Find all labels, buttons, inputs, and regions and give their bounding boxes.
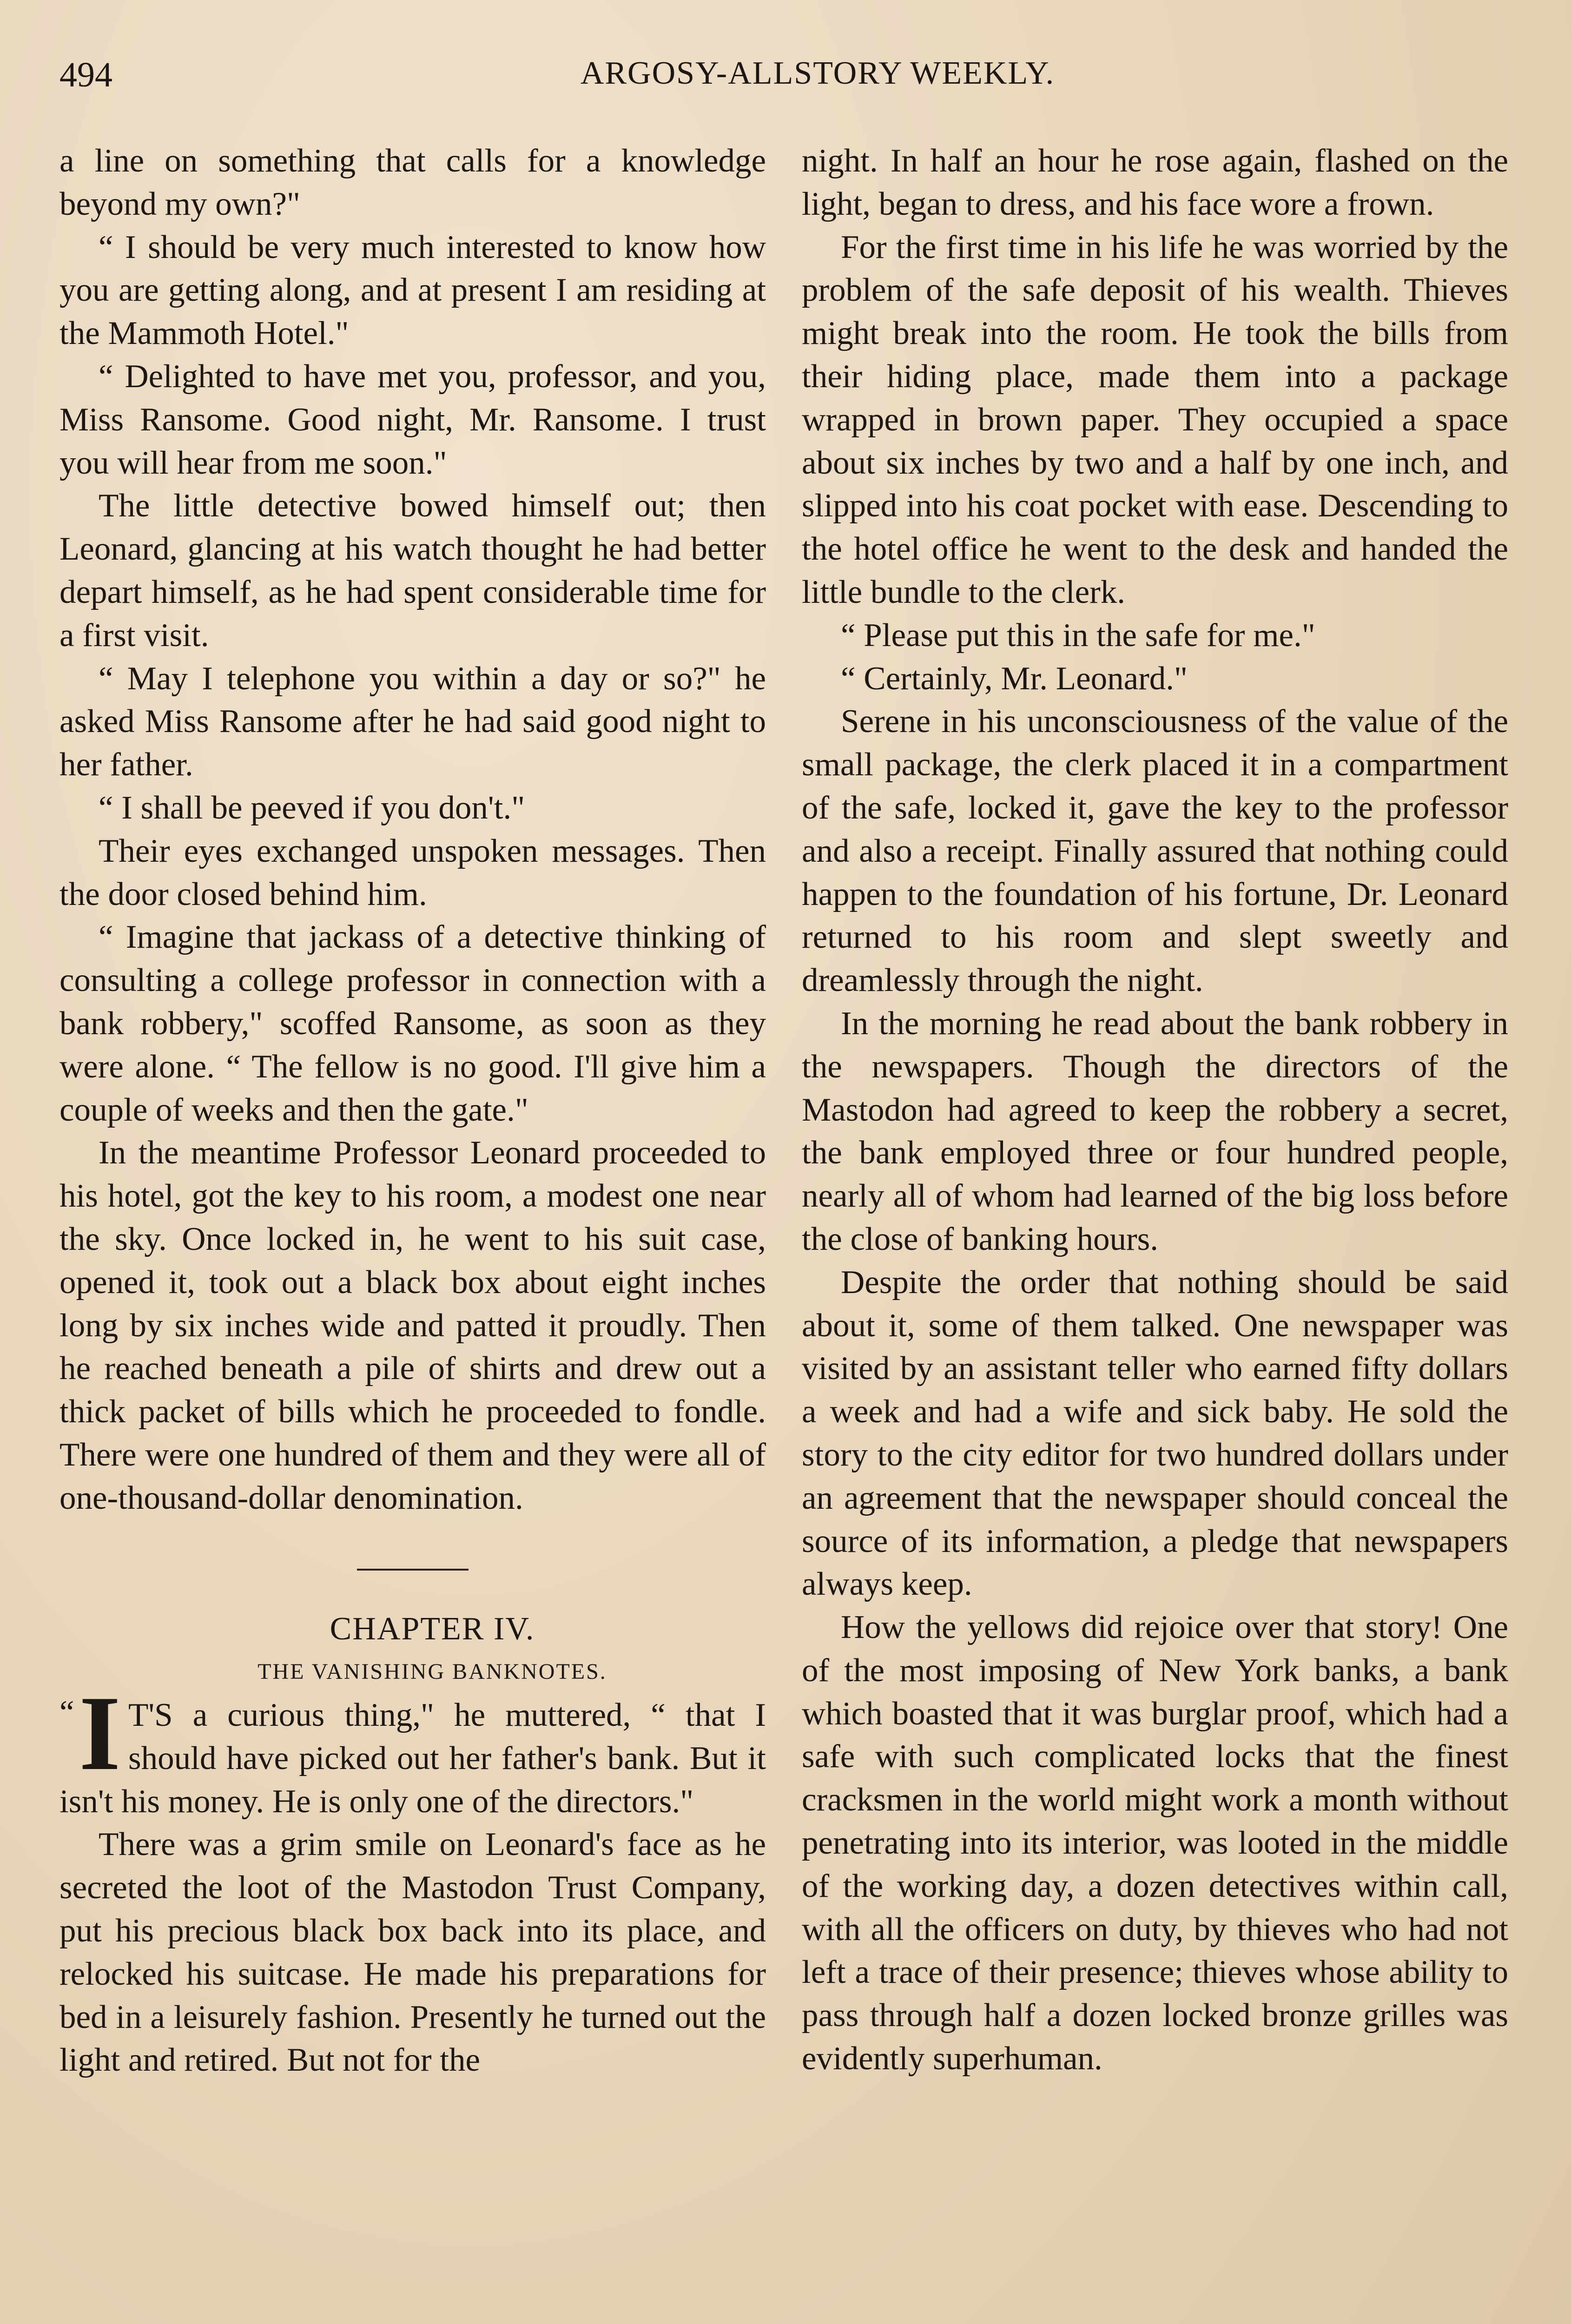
page-number: 494 bbox=[59, 55, 112, 94]
left-column bbox=[59, 139, 766, 2082]
paragraph: For the first time in his life he was worried by the problem of the safe deposit of his wealth. Thieves might break into the room. He took the bills from their hiding place, made them into a package wrapped in brown paper. They occupied a space about six inches by two and a half by one inch, and slipped into his coat pocket with ease. Descending to the hotel office he went to the desk and handed the little bundle to the clerk. bbox=[802, 229, 1508, 610]
paragraph: a line on something that calls for a knowledge beyond my own?" bbox=[59, 143, 766, 222]
paragraph: “ May I telephone you within a day or so?" he asked Miss Ransome after he had said good night to her father. bbox=[59, 660, 766, 783]
dropcap-quote: “ bbox=[59, 1694, 74, 1731]
chapter-title: THE VANISHING BANKNOTES. bbox=[257, 1659, 607, 1684]
paragraph: “ Please put this in the safe for me." bbox=[841, 617, 1315, 654]
paragraph: In the meantime Professor Leonard proceeded to his hotel, got the key to his room, a modest one near the sky. Once locked in, he went to his suit case, opened it, took out a black box about eight inches long by six inches wide and patted it proudly. Then he reached beneath a pile of shirts and drew out a thick packet of bills which he proceeded to fondle. There were one hundred of them and they were all of one-thousand-dollar denomination. bbox=[59, 1135, 766, 1516]
paragraph: The little detective bowed himself out; then Leonard, glancing at his watch thought he had better depart himself, as he had spent considerable time for a first visit. bbox=[59, 488, 766, 654]
dropcap-block bbox=[59, 1674, 121, 1793]
paragraph: “ I shall be peeved if you don't." bbox=[99, 789, 525, 826]
dropcap-text: T'S a curious thing," he muttered, “ that I should have picked out her father's bank. But it isn't his money. He is only one of the directors." bbox=[59, 1697, 766, 1820]
paragraph: “ Delighted to have met you, professor, and you, Miss Ransome. Good night, Mr. Ransome. I trust you will hear from me soon." bbox=[59, 358, 766, 481]
page-header bbox=[59, 55, 1515, 106]
paragraph: “ I should be very much interested to know how you are getting along, and at present I am residing at the Mammoth Hotel." bbox=[59, 229, 766, 352]
paragraph: Their eyes exchanged unspoken messages. Then the door closed behind him. bbox=[59, 832, 766, 912]
dropcap-letter: I bbox=[79, 1674, 121, 1793]
right-column bbox=[802, 139, 1508, 2080]
chapter-heading: CHAPTER IV. bbox=[330, 1611, 535, 1647]
paragraph: There was a grim smile on Leonard's face as he secreted the loot of the Mastodon Trust Company, put his precious black box back into its place, and relocked his suitcase. He made his preparations for bed in a leisurely fashion. Presently he turned out the light and retired. But not for the bbox=[59, 1826, 766, 2079]
section-divider bbox=[357, 1569, 469, 1571]
paragraph: “ Certainly, Mr. Leonard." bbox=[841, 660, 1188, 697]
dropcap-paragraph bbox=[59, 1674, 766, 1823]
paragraph: night. In half an hour he rose again, flashed on the light, began to dress, and his face wore a frown. bbox=[802, 143, 1508, 222]
paragraph: Despite the order that nothing should be said about it, some of them talked. One newspaper was visited by an assistant teller who earned fifty dollars a week and had a wife and sick baby. He sold the story to the city editor for two hundred dollars under an agreement that the newspaper should conceal the source of its information, a pledge that newspapers always keep. bbox=[802, 1264, 1508, 1603]
paragraph: How the yellows did rejoice over that story! One of the most imposing of New York banks, a bank which boasted that it was burglar proof, which had a safe with such complicated locks that the finest cracksmen in the world might work a month without penetrating into its interior, was looted in the middle of the working day, a dozen detectives within call, with all the officers on duty, by thieves who had not left a trace of their presence; thieves whose ability to pass through half a dozen locked bronze grilles was evidently superhuman. bbox=[802, 1609, 1508, 2077]
paragraph: “ Imagine that jackass of a detective thinking of consulting a college professor in connection with a bank robbery," scoffed Ransome, as soon as they were alone. “ The fellow is no good. I'll give him a couple of weeks and then the gate." bbox=[59, 919, 766, 1128]
running-title: ARGOSY-ALLSTORY WEEKLY. bbox=[580, 55, 1055, 91]
paragraph: In the morning he read about the bank robbery in the newspapers. Though the directors of the Mastodon had agreed to keep the robbery a secret, the bank employed three or four hundred people, nearly all of whom had learned of the big loss before the close of banking hours. bbox=[802, 1005, 1508, 1257]
paragraph: Serene in his unconsciousness of the value of the small package, the clerk placed it in a compartment of the safe, locked it, gave the key to the professor and also a receipt. Finally assured that nothing could happen to the foundation of his fortune, Dr. Leonard returned to his room and slept sweetly and dreamlessly through the night. bbox=[802, 703, 1508, 999]
